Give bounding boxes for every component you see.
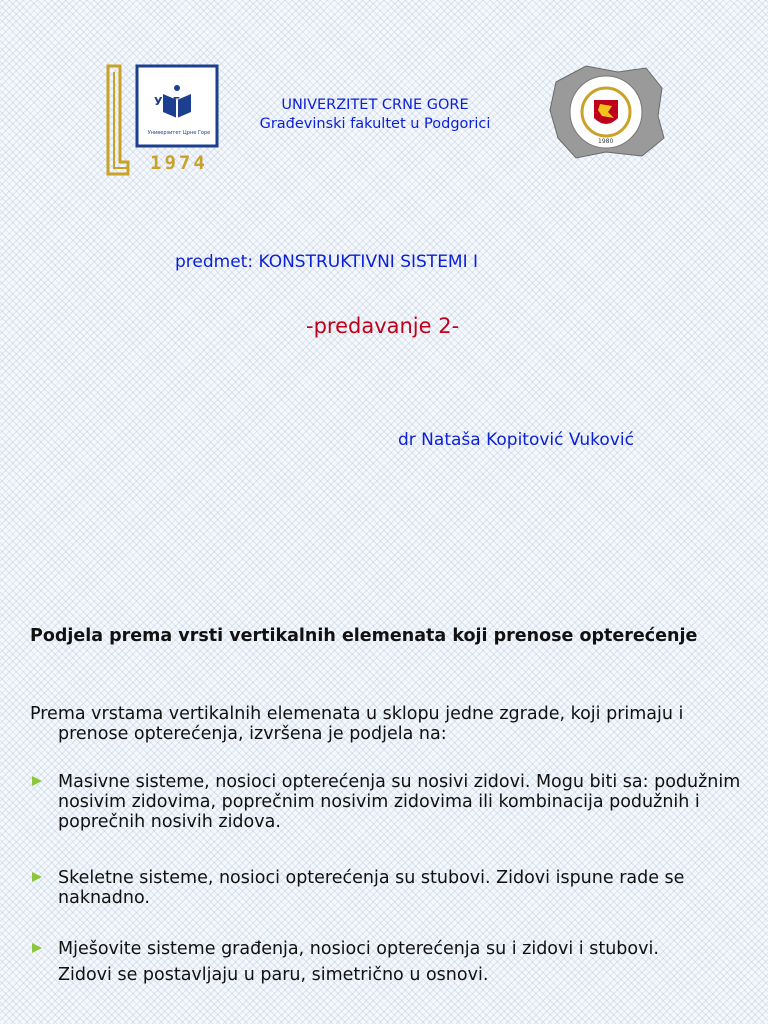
bullet-continuation-text: Zidovi se postavljaju u paru, simetrično u osnovi. <box>58 965 489 985</box>
intro-paragraph <box>30 704 750 744</box>
bullet-arrow-icon <box>30 941 44 955</box>
university-name: UNIVERZITET CRNE GORE <box>281 97 469 113</box>
logo-abbreviation: УЦГ <box>154 95 180 108</box>
author-name: dr Nataša Kopitović Vuković <box>398 430 634 450</box>
seal-year: 1980 <box>598 138 614 145</box>
faculty-seal <box>546 62 668 160</box>
subject-title: predmet: KONSTRUKTIVNI SISTEMI I <box>175 252 479 272</box>
bullet-item <box>30 868 768 908</box>
lecture-title: -predavanje 2- <box>306 314 460 338</box>
bullet-item <box>30 772 768 832</box>
bullet-item <box>30 936 768 988</box>
faculty-name: Građevinski fakultet u Podgorici <box>259 116 491 132</box>
bullet-text: Skeletne sisteme, nosioci opterećenja su stubovi. Zidovi ispune rade se naknadno. <box>58 868 685 908</box>
bullet-arrow-icon <box>30 774 44 788</box>
bullet-arrow-icon <box>30 870 44 884</box>
bullet-text: Mješovite sisteme građenja, nosioci opterećenja su i zidovi i stubovi. <box>58 939 659 959</box>
logo-subtext: Универзитет Црне Горе <box>147 130 211 136</box>
logo-year: 1974 <box>150 152 208 174</box>
section-heading <box>30 626 750 646</box>
university-logo <box>106 64 222 180</box>
intro-text: Prema vrstama vertikalnih elemenata u sklopu jedne zgrade, koji primaju i prenose opterećenja, izvršena je podjela na: <box>30 704 684 744</box>
university-header <box>240 96 510 134</box>
section-heading-text: Podjela prema vrsti vertikalnih elemenata koji prenose opterećenje <box>30 626 698 646</box>
bullet-text: Masivne sisteme, nosioci opterećenja su nosivi zidovi. Mogu biti sa: podužnim nosivim zidovima, poprečnim nosivim zidovima ili kombinacija podužnih i poprečnih nosivih zidova. <box>58 772 741 832</box>
